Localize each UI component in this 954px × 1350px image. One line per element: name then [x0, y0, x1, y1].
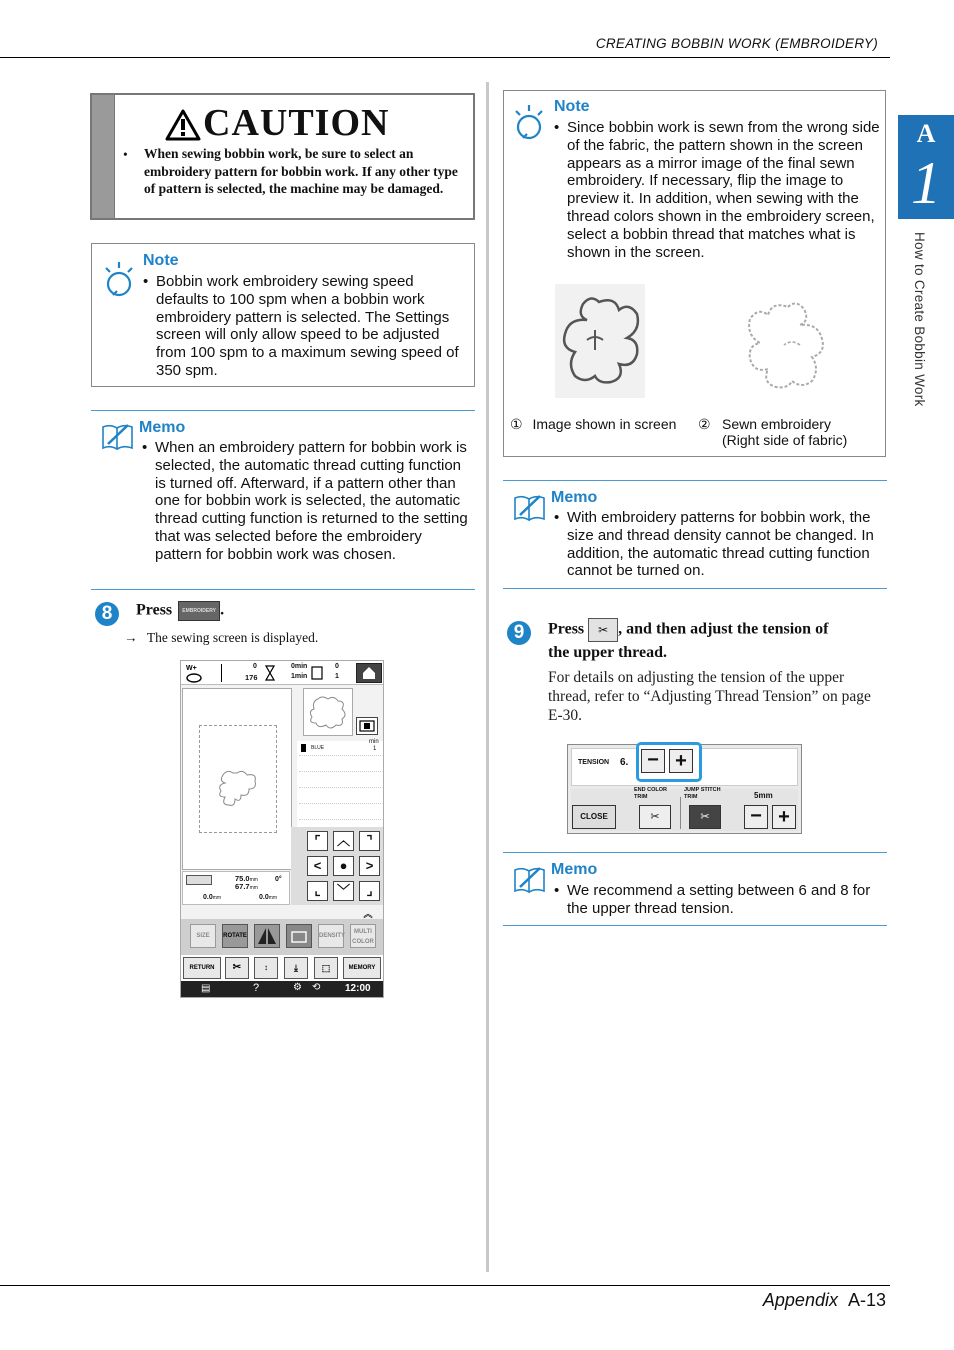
memo-pencil-icon: [514, 493, 546, 521]
tension-minus-button[interactable]: −: [641, 749, 665, 773]
min-label: min: [369, 739, 379, 745]
frame-size-indicator: [186, 875, 212, 885]
memo-item: With embroidery patterns for bobbin work, the size and thread density cannot be changed. In addition, the automatic thread cutting function cannot be turned on.: [567, 509, 874, 580]
presser-foot-icon: [185, 663, 205, 683]
memo-item: When an embroidery pattern for bobbin work is selected, the automatic thread cutting function is turned off. Afterward, if a pattern other than one for bobbin work is selected, the automatic thread cutting function is returned to the setting that was selected before the embroidery pattern for bobbin work was chosen.: [155, 439, 468, 563]
memo-pencil-icon: [514, 865, 546, 893]
memo-top-rule: [503, 852, 887, 853]
move-down-right-button[interactable]: ⌟: [359, 881, 380, 901]
note-box-mirror: [503, 90, 886, 457]
end-color-trim-label: END COLOR TRIM: [634, 787, 667, 800]
memo-heading: Memo: [139, 419, 186, 436]
status-bar: [181, 661, 383, 685]
embroidery-frame-area[interactable]: [182, 688, 292, 870]
move-down-button[interactable]: ﹀: [333, 881, 354, 901]
step-number: 8: [95, 602, 119, 626]
home-icon: [357, 664, 381, 682]
page-number: A-13: [847, 1290, 886, 1310]
header-rule: [0, 57, 890, 58]
manual-icon[interactable]: ▤: [201, 983, 211, 994]
bobbin-button[interactable]: [286, 924, 312, 948]
help-button[interactable]: ?: [253, 982, 260, 994]
caution-side-bar: [92, 95, 114, 218]
step-instruction: Press EMBROIDERY .: [136, 601, 224, 621]
move-left-button[interactable]: <: [307, 856, 328, 876]
tension-plus-button[interactable]: +: [669, 749, 693, 773]
tension-screen: [567, 744, 802, 834]
color-current: 0: [335, 663, 339, 670]
move-right-button[interactable]: >: [359, 856, 380, 876]
density-button[interactable]: DENSITY: [318, 924, 344, 948]
color-list: [297, 741, 383, 827]
stitch-total: 0: [253, 663, 257, 670]
svg-text:W+: W+: [186, 665, 197, 672]
color-total: 1: [335, 673, 339, 680]
size-info-panel: 75.0mm 67.7mm 0° 0.0mm 0.0mm: [182, 871, 290, 905]
rotate-button[interactable]: ROTATE: [222, 924, 248, 948]
caution-title: CAUTION: [203, 102, 390, 144]
thread-cut-button[interactable]: ✂: [588, 618, 618, 642]
end-color-trim-button[interactable]: ✂: [639, 805, 671, 829]
min-value: 1: [373, 746, 377, 752]
lightbulb-icon: [514, 103, 546, 143]
mirror-icon: [255, 925, 279, 947]
memo-list: • With embroidery patterns for bobbin work, the size and thread density cannot be changed. In addition, the automatic thread cutting function cannot be turned on.: [554, 509, 884, 580]
side-running-title: How to Create Bobbin Work: [912, 232, 927, 407]
note-box: [91, 243, 475, 387]
jump-value: 5mm: [754, 791, 773, 800]
return-button[interactable]: RETURN: [183, 957, 221, 979]
clock: 12:00: [345, 983, 371, 994]
memo-list: • When an embroidery pattern for bobbin work is selected, the automatic thread cutting function is turned off. Afterward, if a pattern other than one for bobbin work is selected, the automatic thread cutting function is returned to the setting that was selected before the embroidery pattern for bobbin work was chosen.: [142, 439, 472, 564]
function-toolbar: [181, 955, 383, 981]
memo-pencil-icon: [102, 422, 134, 450]
chapter-letter: A: [916, 119, 936, 148]
note-list: • Since bobbin work is sewn from the wrong side of the fabric, the pattern shown in the screen appears as a mirror image of the final sewn embroidery. If necessary, flip the image to preview it. In addition, when sewing with the thread colors shown in the embroidery screen, select a bobbin thread that matches what is shown in the screen.: [554, 119, 880, 261]
preview-icon: [357, 718, 377, 734]
camera-icon[interactable]: ⟲: [312, 982, 321, 993]
jump-plus-button[interactable]: +: [772, 805, 796, 829]
memo-bottom-rule: [91, 589, 475, 590]
thread-color-name: BLUE: [311, 745, 325, 751]
move-up-button[interactable]: ︿: [333, 831, 354, 851]
settings-icon[interactable]: ⚙: [293, 982, 302, 993]
footer-rule: [0, 1285, 890, 1286]
hourglass-icon: [265, 665, 275, 681]
mirror-button[interactable]: [254, 924, 280, 948]
note-item: Since bobbin work is sewn from the wrong side of the fabric, the pattern shown in the screen appears as a mirror image of the final sewn embroidery. If necessary, flip the image to preview it. In addition, when sewing with the thread colors shown in the embroidery screen, select a bobbin thread that matches what is shown in the screen.: [567, 119, 880, 261]
close-button[interactable]: CLOSE: [572, 805, 616, 829]
move-center-button[interactable]: ●: [333, 856, 354, 876]
move-down-left-button[interactable]: ⌞: [307, 881, 328, 901]
memo-top-rule: [91, 410, 475, 411]
start-point-button[interactable]: ⤓: [284, 957, 308, 979]
preview-button[interactable]: [356, 717, 378, 735]
caution-box: [90, 93, 475, 220]
caution-bullet: •: [123, 147, 128, 162]
time-elapsed: 0min: [291, 663, 308, 670]
memo-bottom-rule: [503, 925, 887, 926]
bottom-bar: [181, 981, 383, 997]
home-button[interactable]: [356, 663, 382, 683]
caption-2-line1: Sewn embroidery: [722, 416, 831, 432]
mirrored-pattern-image: [555, 284, 645, 398]
step-number: 9: [507, 621, 531, 645]
chapter-number: 1: [911, 150, 941, 216]
step-result: → The sewing screen is displayed.: [124, 630, 319, 645]
running-header: CREATING BOBBIN WORK (EMBROIDERY): [595, 36, 878, 51]
bobbin-icon: [287, 925, 311, 947]
basting-button[interactable]: ⬚: [314, 957, 338, 979]
memo-bottom-rule: [503, 588, 887, 589]
multi-color-button[interactable]: MULTI COLOR: [350, 924, 376, 948]
rotation-angle: 0°: [275, 876, 282, 883]
memo-top-rule: [503, 480, 887, 481]
step-instruction: Press ✂ , and then adjust the tension of the upper thread.: [548, 618, 878, 663]
size-button[interactable]: SIZE: [190, 924, 216, 948]
footer-section: Appendix: [762, 1290, 838, 1310]
sewn-image: [742, 291, 832, 399]
note-item: Bobbin work embroidery sewing speed defaults to 100 spm when a bobbin work embroidery pattern is selected. The Settings screen will only allow speed to be adjusted from 100 spm to a maximum sewing speed of 350 spm.: [156, 273, 459, 379]
pattern-height: 67.7: [235, 882, 250, 891]
note-list: • Bobbin work embroidery sewing speed defaults to 100 spm when a bobbin work embroidery pattern is selected. The Settings screen will only allow speed to be adjusted from 100 spm to a maximum sewing speed of 350 spm.: [143, 273, 465, 380]
chapter-tab: [898, 115, 954, 219]
memory-button[interactable]: MEMORY: [343, 957, 381, 979]
move-up-left-button[interactable]: ⌜: [307, 831, 328, 851]
jump-stitch-trim-button[interactable]: ✂: [689, 805, 721, 829]
tension-label: TENSION: [578, 759, 610, 766]
embroidery-button[interactable]: EMBROIDERY: [178, 601, 220, 621]
note-heading: Note: [554, 98, 590, 115]
collapse-button[interactable]: ︽: [363, 909, 373, 919]
time-total: 1min: [291, 673, 308, 680]
column-divider: [486, 82, 489, 1272]
memo-heading: Memo: [551, 861, 598, 878]
thread-color-swatch: [301, 744, 306, 752]
offset-vertical: 0.0: [203, 894, 213, 901]
edit-toolbar: [181, 919, 383, 955]
trial-button[interactable]: ↕: [254, 957, 278, 979]
note-heading: Note: [143, 252, 179, 269]
sewn-pattern-image: [742, 291, 832, 399]
stitch-count: 176: [245, 673, 258, 682]
offset-horizontal: 0.0: [259, 894, 269, 901]
spool-icon: [311, 666, 323, 680]
caption-2-line2: (Right side of fabric): [722, 432, 848, 448]
screen-image: [555, 284, 645, 398]
jump-stitch-trim-label: JUMP STITCH TRIM: [684, 787, 721, 800]
move-up-right-button[interactable]: ⌝: [359, 831, 380, 851]
pattern-preview: [213, 767, 261, 811]
sewing-screen: [180, 660, 384, 998]
caption-2-num: ②: [698, 416, 711, 432]
lightbulb-icon: [104, 260, 136, 300]
pattern-width: 75.0: [235, 874, 250, 883]
memo-item: We recommend a setting between 6 and 8 for the upper thread tension.: [567, 882, 871, 917]
tension-value: 6.: [620, 757, 629, 768]
thumbnail-image: [304, 689, 352, 735]
pattern-thumbnail: [303, 688, 353, 736]
caption-1: ① Image shown in screen: [510, 416, 677, 432]
jump-minus-button[interactable]: −: [744, 805, 768, 829]
memo-list: • We recommend a setting between 6 and 8 for the upper thread tension.: [554, 882, 884, 918]
memo-heading: Memo: [551, 489, 598, 506]
thread-cut-button[interactable]: ✂: [225, 957, 249, 979]
caution-text: When sewing bobbin work, be sure to select an embroidery pattern for bobbin work. If any other type of pattern is selected, the machine may be damaged.: [144, 146, 458, 196]
page-footer: [600, 1290, 886, 1311]
move-pad: [291, 827, 383, 905]
step-body: For details on adjusting the tension of the upper thread, refer to “Adjusting Thread Tension” on page E-30.: [548, 669, 871, 724]
